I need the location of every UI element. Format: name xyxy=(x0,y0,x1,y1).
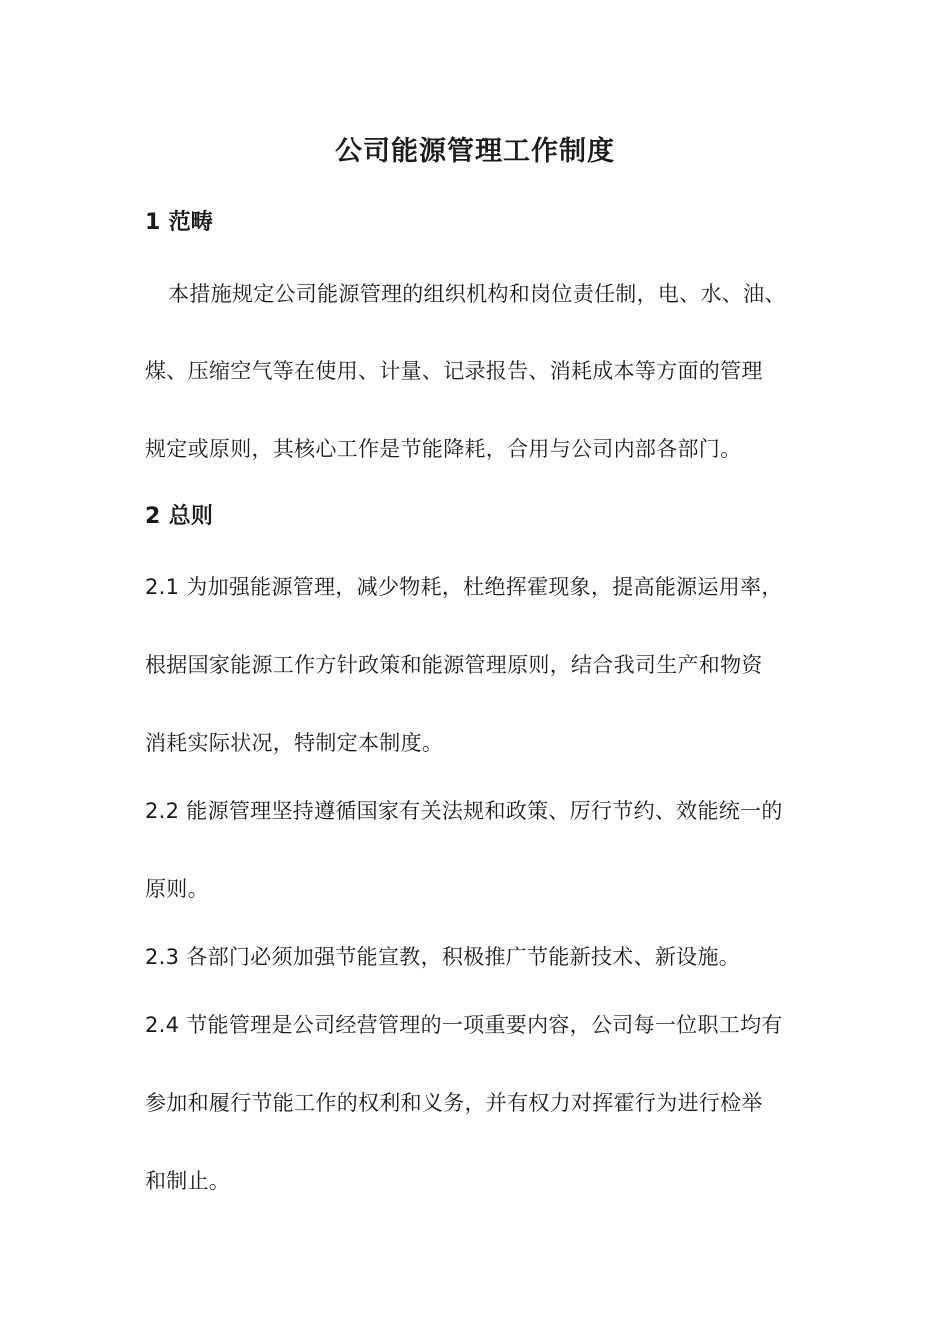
paragraph-line: 规定或原则，其核心工作是节能降耗，合用与公司内部各部门。 xyxy=(145,437,742,461)
paragraph-line: 原则。 xyxy=(145,877,209,901)
paragraph-line: 参加和履行节能工作的权利和义务，并有权力对挥霍行为进行检举 xyxy=(145,1091,763,1115)
paragraph-line: 和制止。 xyxy=(145,1169,231,1193)
paragraph-line: 2.1 为加强能源管理，减少物耗，杜绝挥霍现象，提高能源运用率， xyxy=(145,575,783,599)
paragraph-line: 2.4 节能管理是公司经营管理的一项重要内容，公司每一位职工均有 xyxy=(145,1013,783,1037)
paragraph-line: 2.3 各部门必须加强节能宣教，积极推广节能新技术、新设施。 xyxy=(145,945,741,969)
paragraph-line: 根据国家能源工作方针政策和能源管理原则，结合我司生产和物资 xyxy=(145,653,763,677)
paragraph-line: 2.2 能源管理坚持遵循国家有关法规和政策、厉行节约、效能统一的 xyxy=(145,799,783,823)
section-2-heading: 2 总则 xyxy=(145,504,214,529)
document-title: 公司能源管理工作制度 xyxy=(335,136,615,167)
section-1-heading: 1 范畴 xyxy=(145,210,214,235)
paragraph-line: 消耗实际状况，特制定本制度。 xyxy=(145,731,444,755)
paragraph-line: 本措施规定公司能源管理的组织机构和岗位责任制，电、水、油、 xyxy=(168,282,786,306)
paragraph-line: 煤、压缩空气等在使用、计量、记录报告、消耗成本等方面的管理 xyxy=(145,359,763,383)
